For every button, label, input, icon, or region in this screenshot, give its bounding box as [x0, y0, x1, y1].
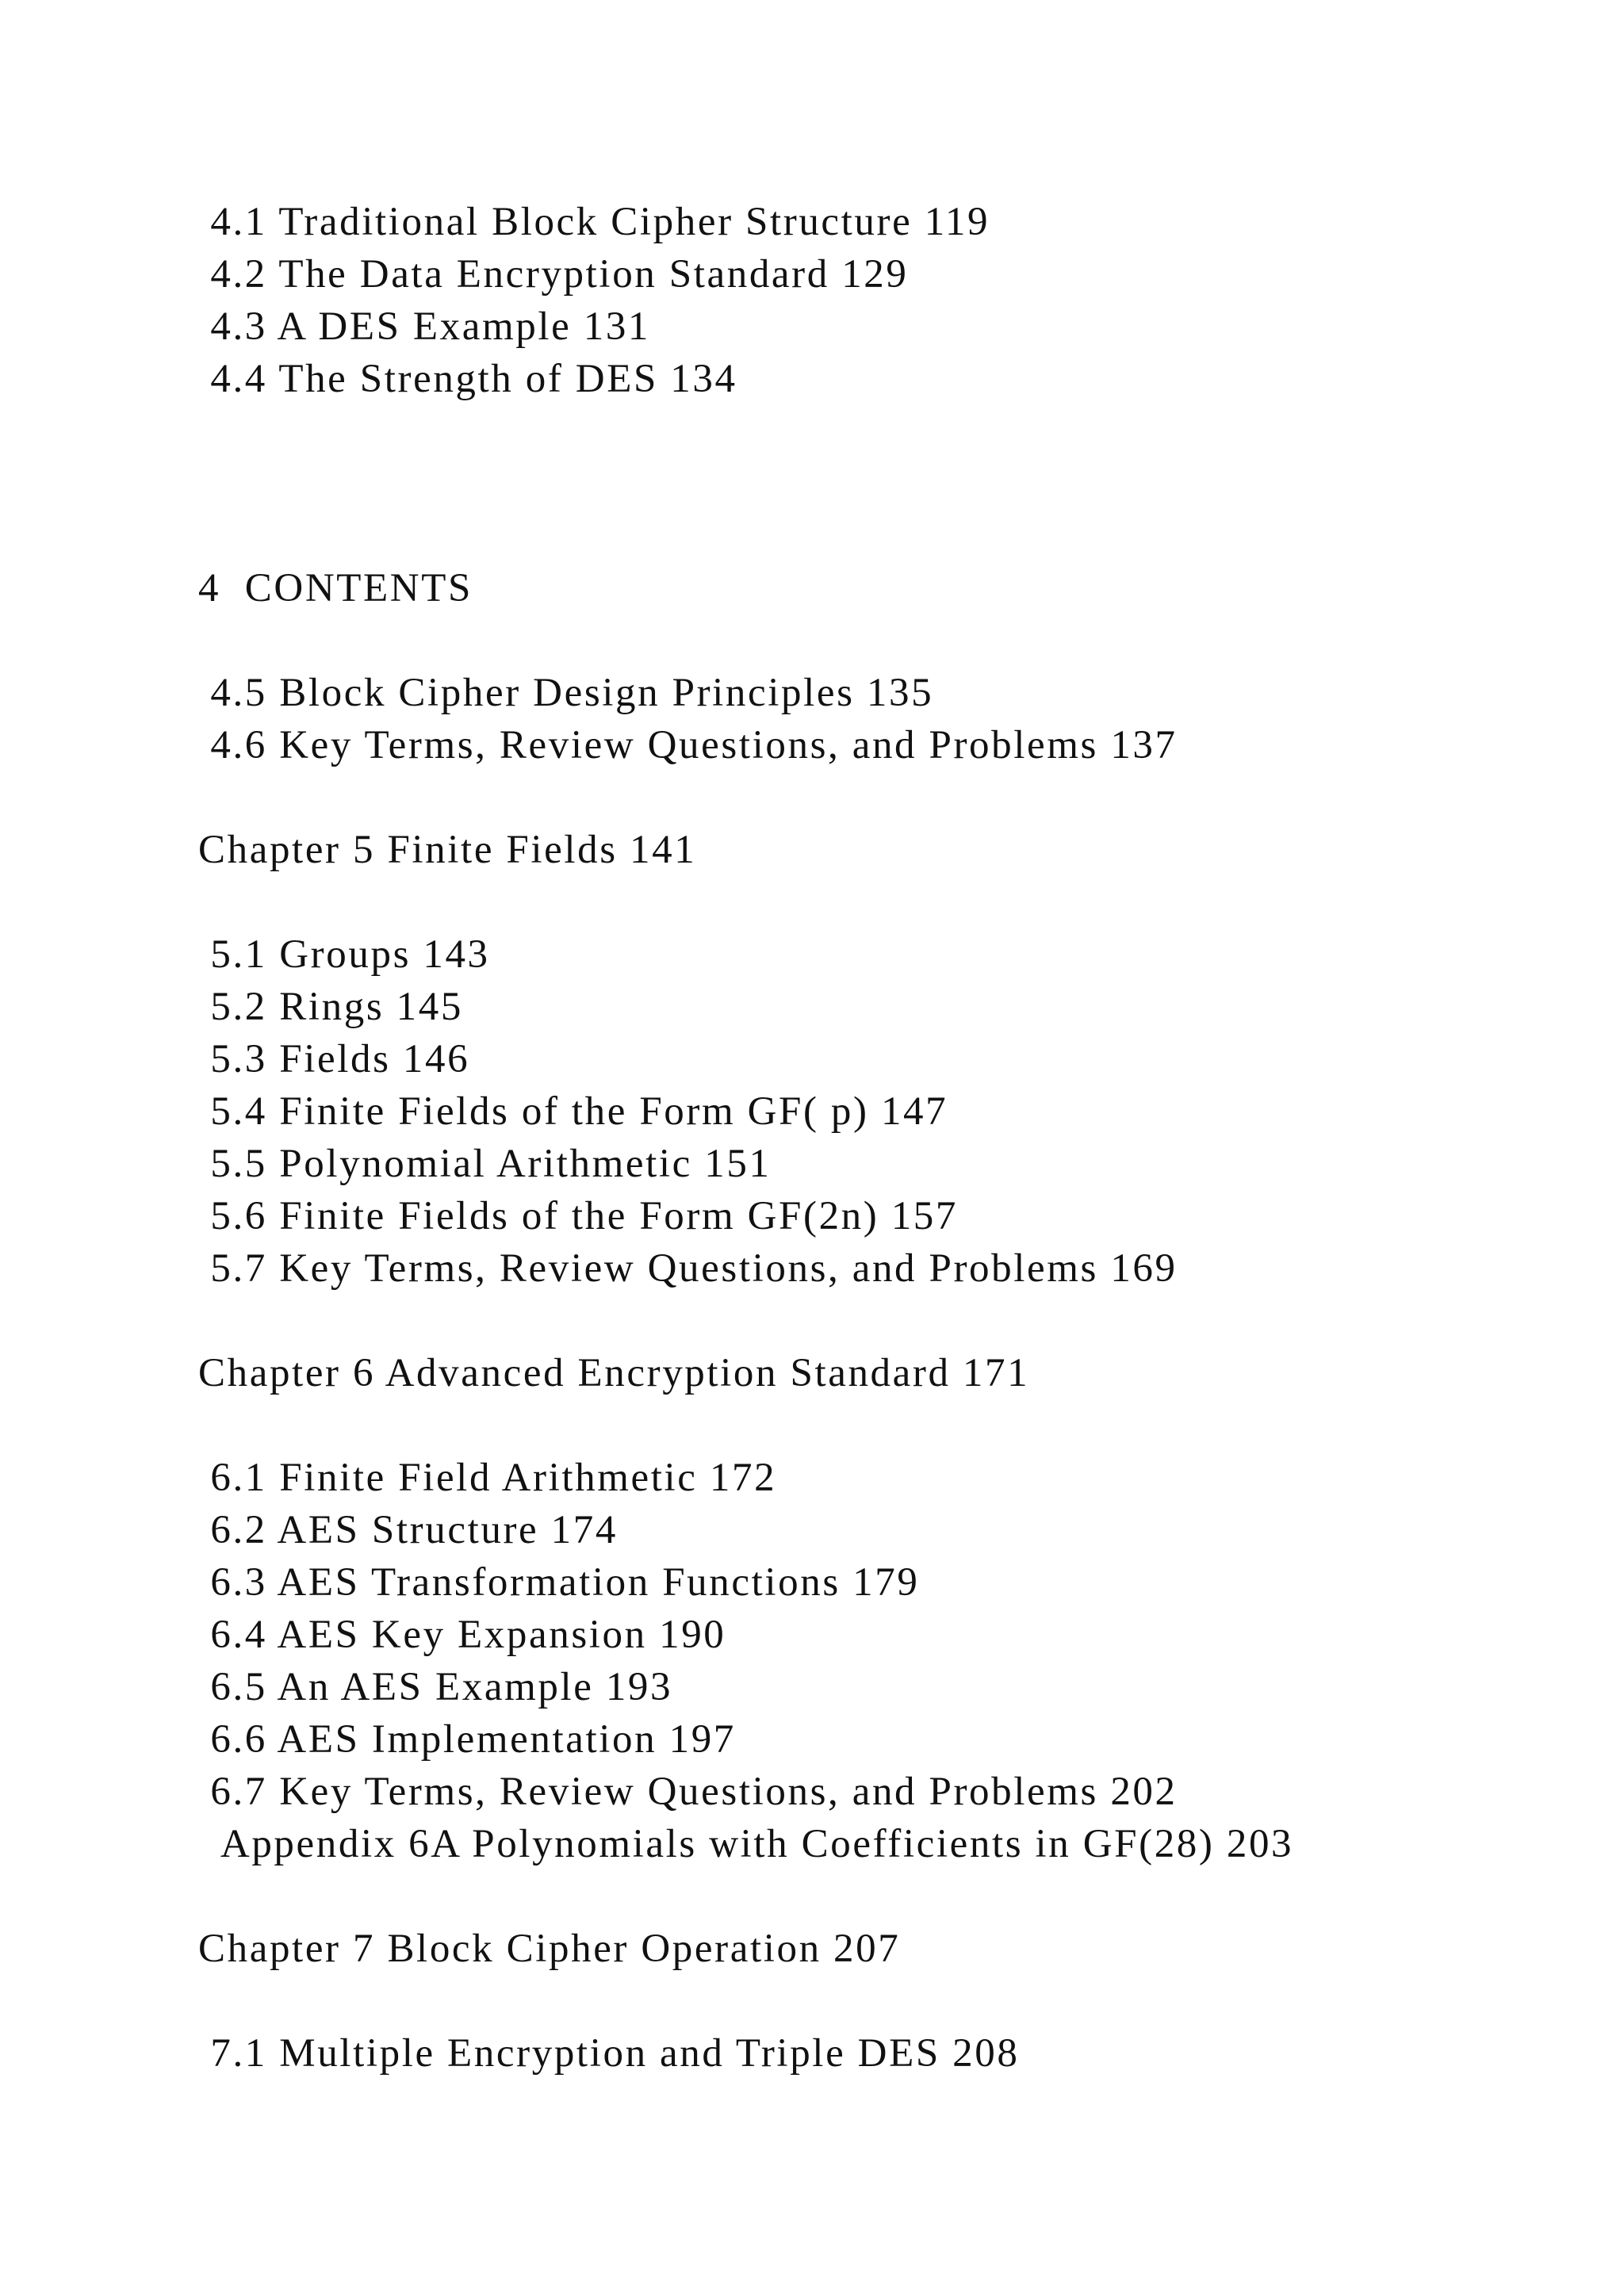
- toc-entry-5-2: 5.2 Rings 145: [198, 985, 463, 1029]
- toc-entry-5-6: 5.6 Finite Fields of the Form GF(2n) 157: [198, 1194, 959, 1238]
- toc-entry-4-5: 4.5 Block Cipher Design Principles 135: [198, 671, 934, 715]
- toc-entry-appendix-6a: Appendix 6A Polynomials with Coefficients in GF(28) 203: [198, 1822, 1294, 1866]
- toc-entry-5-3: 5.3 Fields 146: [198, 1037, 470, 1081]
- toc-entry-6-6: 6.6 AES Implementation 197: [198, 1717, 736, 1762]
- toc-entry-6-4: 6.4 AES Key Expansion 190: [198, 1613, 726, 1657]
- toc-entry-5-5: 5.5 Polynomial Arithmetic 151: [198, 1142, 772, 1186]
- toc-entry-6-1: 6.1 Finite Field Arithmetic 172: [198, 1456, 777, 1500]
- toc-entry-6-3: 6.3 AES Transformation Functions 179: [198, 1560, 920, 1605]
- toc-entry-5-1: 5.1 Groups 143: [198, 932, 490, 977]
- toc-entry-7-1: 7.1 Multiple Encryption and Triple DES 208: [198, 2031, 1020, 2076]
- chapter-heading-5: Chapter 5 Finite Fields 141: [198, 828, 697, 872]
- chapter-heading-6: Chapter 6 Advanced Encryption Standard 171: [198, 1351, 1030, 1395]
- toc-entry-5-7: 5.7 Key Terms, Review Questions, and Problems 169: [198, 1246, 1178, 1291]
- toc-entry-4-1: 4.1 Traditional Block Cipher Structure 119: [198, 200, 990, 244]
- toc-entry-5-4: 5.4 Finite Fields of the Form GF( p) 147: [198, 1089, 948, 1134]
- toc-entry-4-4: 4.4 The Strength of DES 134: [198, 357, 737, 401]
- toc-entry-6-5: 6.5 An AES Example 193: [198, 1665, 673, 1709]
- toc-entry-4-3: 4.3 A DES Example 131: [198, 304, 651, 349]
- toc-entry-6-7: 6.7 Key Terms, Review Questions, and Problems 202: [198, 1770, 1178, 1814]
- toc-entry-4-2: 4.2 The Data Encryption Standard 129: [198, 252, 909, 297]
- page-header-contents: 4 CONTENTS: [198, 566, 473, 610]
- toc-entry-6-2: 6.2 AES Structure 174: [198, 1508, 618, 1552]
- toc-entry-4-6: 4.6 Key Terms, Review Questions, and Problems 137: [198, 723, 1178, 767]
- chapter-heading-7: Chapter 7 Block Cipher Operation 207: [198, 1927, 901, 1971]
